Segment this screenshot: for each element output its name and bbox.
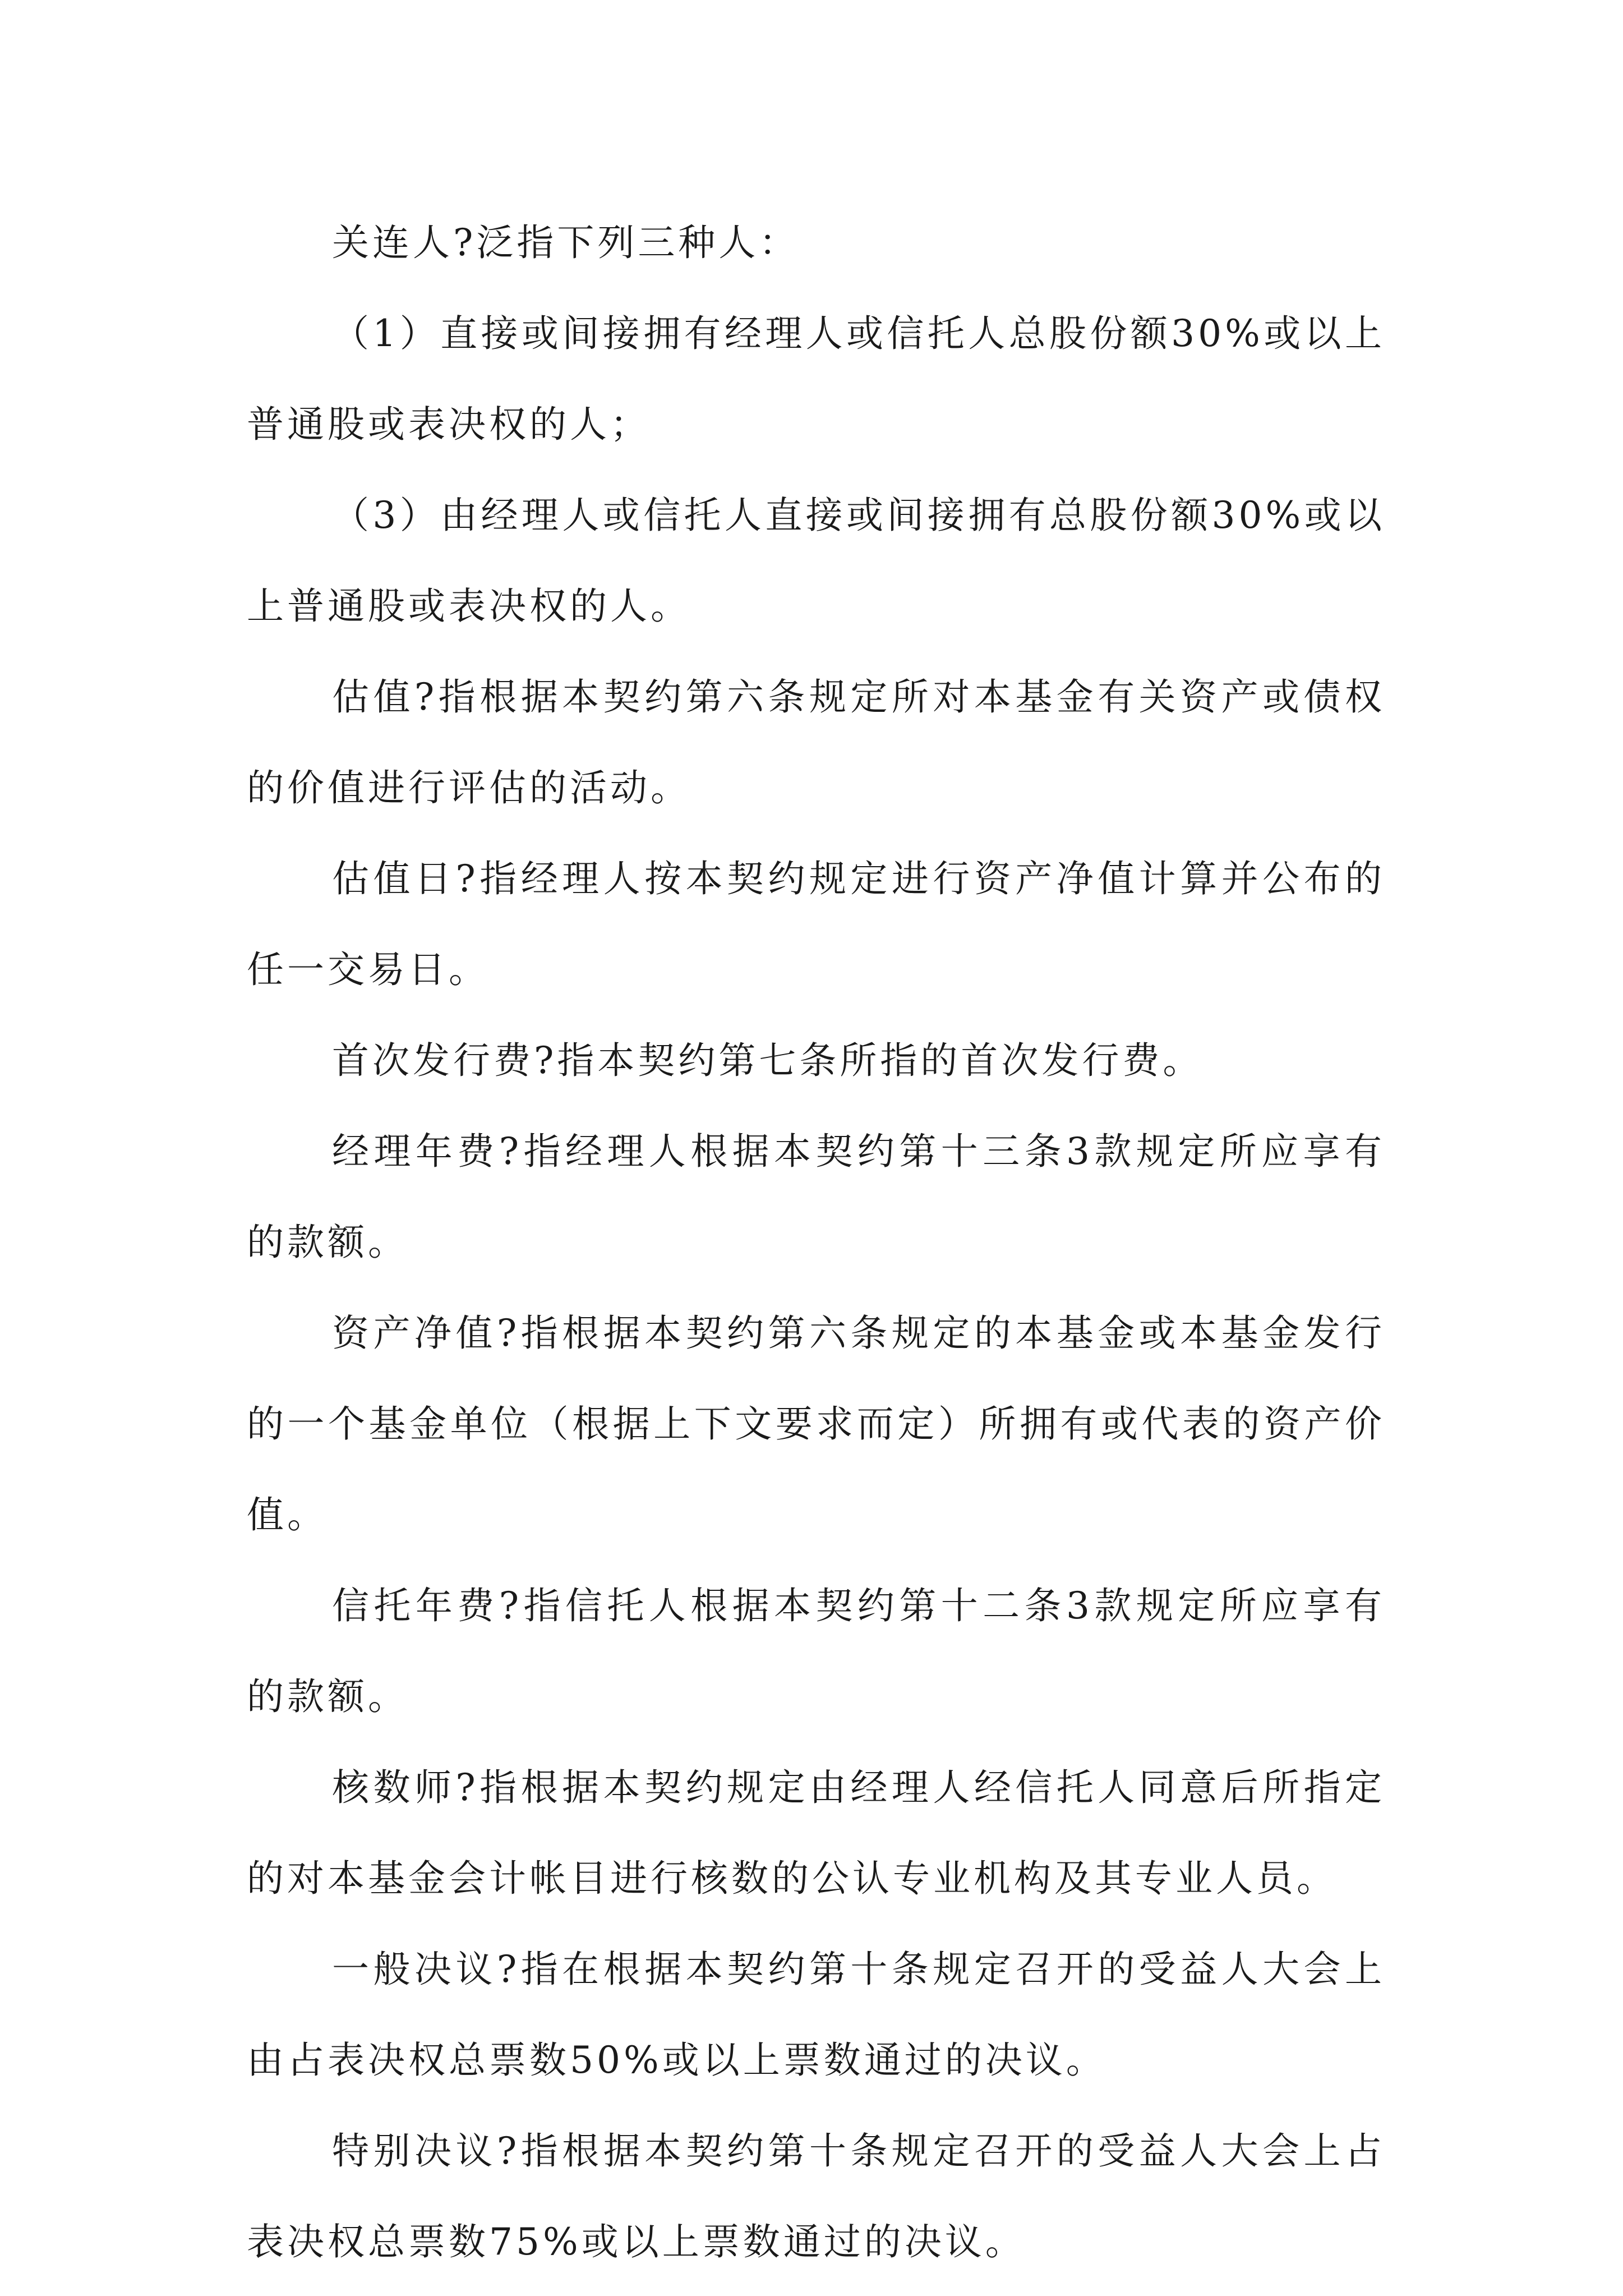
paragraph-related-party-item-1: （1）直接或间接拥有经理人或信托人总股份额30%或以上普通股或表决权的人； xyxy=(247,312,1385,446)
paragraph-related-party-item-3: （3）由经理人或信托人直接或间接拥有总股份额30%或以上普通股或表决权的人。 xyxy=(247,494,1385,628)
paragraph-manager-fee-def: 经理年费?指经理人根据本契约第十三条3款规定所应享有的款额。 xyxy=(247,1130,1385,1264)
paragraph-ordinary-resolution-def: 一般决议?指在根据本契约第十条规定召开的受益人大会上由占表决权总票数50%或以上票数通过的决议。 xyxy=(247,1948,1385,2082)
paragraph-trustee-fee-def: 信托年费?指信托人根据本契约第十二条3款规定所应享有的款额。 xyxy=(247,1584,1385,1718)
paragraph-valuation-def: 估值?指根据本契约第六条规定所对本基金有关资产或债权的价值进行评估的活动。 xyxy=(247,675,1385,809)
paragraph-valuation-day-def: 估值日?指经理人按本契约规定进行资产净值计算并公布的任一交易日。 xyxy=(247,857,1385,991)
paragraph-related-party-def: 关连人?泛指下列三种人： xyxy=(332,221,800,264)
document-body xyxy=(247,197,1385,2288)
paragraph-special-resolution-def: 特别决议?指根据本契约第十条规定召开的受益人大会上占表决权总票数75%或以上票数通过的决议。 xyxy=(247,2129,1385,2263)
paragraph-nav-def: 资产净值?指根据本契约第六条规定的本基金或本基金发行的一个基金单位（根据上下文要求而定）所拥有或代表的资产价值。 xyxy=(247,1312,1385,1536)
paragraph-initial-fee-def: 首次发行费?指本契约第七条所指的首次发行费。 xyxy=(332,1039,1204,1082)
paragraph-auditor-def: 核数师?指根据本契约规定由经理人经信托人同意后所指定的对本基金会计帐目进行核数的公认专业机构及其专业人员。 xyxy=(247,1766,1385,1900)
